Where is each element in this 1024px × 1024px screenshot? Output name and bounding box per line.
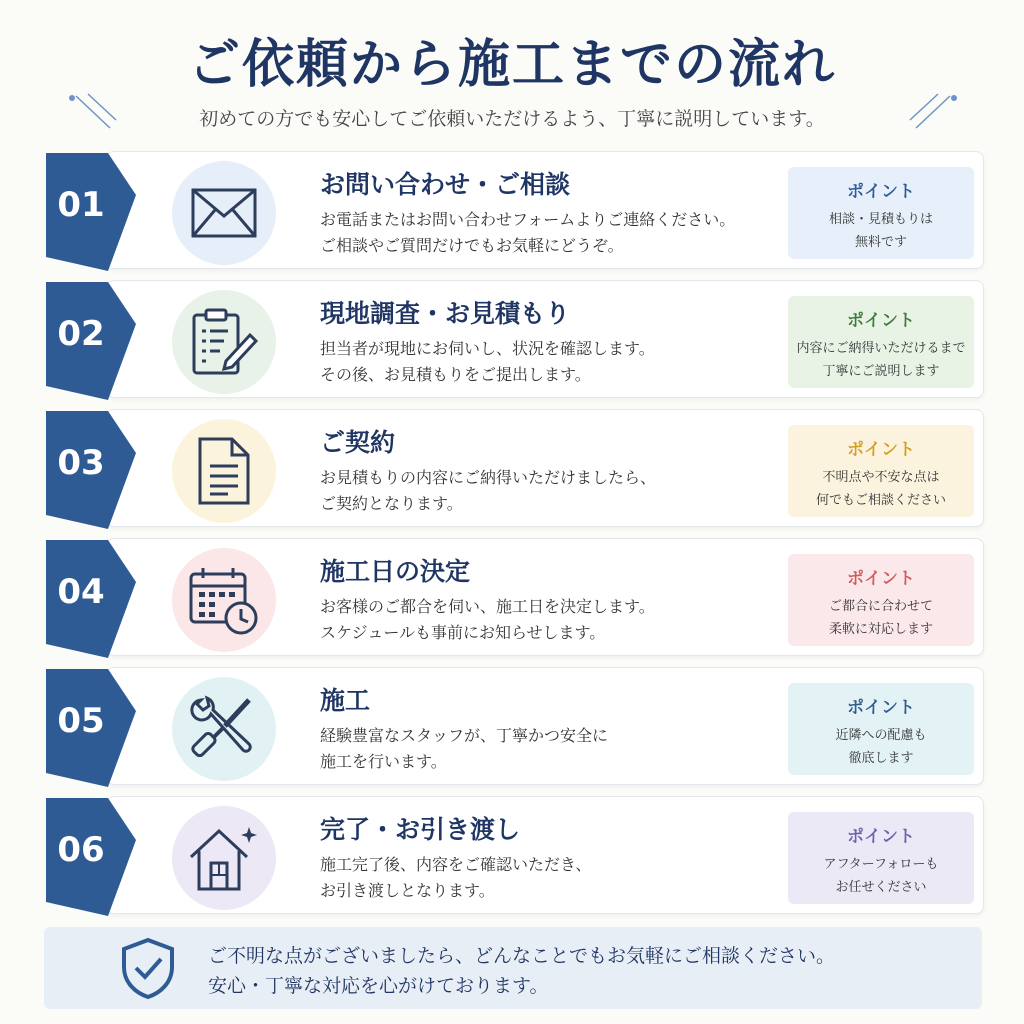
point-box: ポイント アフターフォローも お任せください — [788, 812, 974, 904]
step-number-badge: 05 — [46, 669, 134, 785]
step-title: 施工 — [320, 686, 371, 715]
step-number-badge: 06 — [46, 798, 134, 914]
step-title: お問い合わせ・ご相談 — [320, 170, 571, 199]
step-description: お客様のご都合を伺い、施工日を決定します。 スケジュールも事前にお知らせします。 — [320, 597, 655, 642]
page-title: ご依頼から施工までの流れ — [187, 34, 836, 95]
step-description: 経験豊富なスタッフが、丁寧かつ安全に 施工を行います。 — [320, 726, 609, 771]
envelope-icon — [172, 161, 276, 265]
point-box: ポイント 近隣への配慮も 徹底します — [788, 683, 974, 775]
house-sparkle-icon — [172, 806, 276, 910]
step-title: ご契約 — [320, 428, 396, 457]
footer-note — [44, 927, 982, 1009]
step-01 — [44, 151, 984, 269]
step-description: お電話またはお問い合わせフォームよりご連絡ください。 ご相談やご質問だけでもお気軽にどうぞ。 — [320, 210, 736, 255]
page-subtitle: 初めての方でも安心してご依頼いただけるよう、丁寧に説明しています。 — [199, 108, 825, 130]
step-04 — [44, 538, 984, 656]
tools-icon — [172, 677, 276, 781]
shield-check-icon — [118, 937, 178, 999]
step-title: 施工日の決定 — [320, 557, 471, 586]
step-description: 担当者が現地にお伺いし、状況を確認します。 その後、お見積もりをご提出します。 — [320, 339, 655, 384]
step-title: 完了・お引き渡し — [320, 815, 521, 844]
calendar-clock-icon — [172, 548, 276, 652]
step-02 — [44, 280, 984, 398]
point-box: ポイント 内容にご納得いただけるまで 丁寧にご説明します — [788, 296, 974, 388]
step-number-badge: 01 — [46, 153, 134, 269]
point-box: ポイント ご都合に合わせて 柔軟に対応します — [788, 554, 974, 646]
step-number-badge: 04 — [46, 540, 134, 656]
step-title: 現地調査・お見積もり — [320, 299, 571, 328]
point-box: ポイント 相談・見積もりは 無料です — [788, 167, 974, 259]
clipboard-pencil-icon — [172, 290, 276, 394]
step-03 — [44, 409, 984, 527]
document-icon — [172, 419, 276, 523]
step-05 — [44, 667, 984, 785]
step-description: お見積もりの内容にご納得いただけましたら、 ご契約となります。 — [320, 468, 657, 513]
footer-text: ご不明な点がございましたら、どんなことでもお気軽にご相談ください。 安心・丁寧な対応を心がけております。 — [208, 945, 836, 997]
step-06 — [44, 796, 984, 914]
step-description: 施工完了後、内容をご確認いただき、 お引き渡しとなります。 — [320, 855, 592, 900]
step-number-badge: 02 — [46, 282, 134, 398]
step-number-badge: 03 — [46, 411, 134, 527]
point-box: ポイント 不明点や不安な点は 何でもご相談ください — [788, 425, 974, 517]
